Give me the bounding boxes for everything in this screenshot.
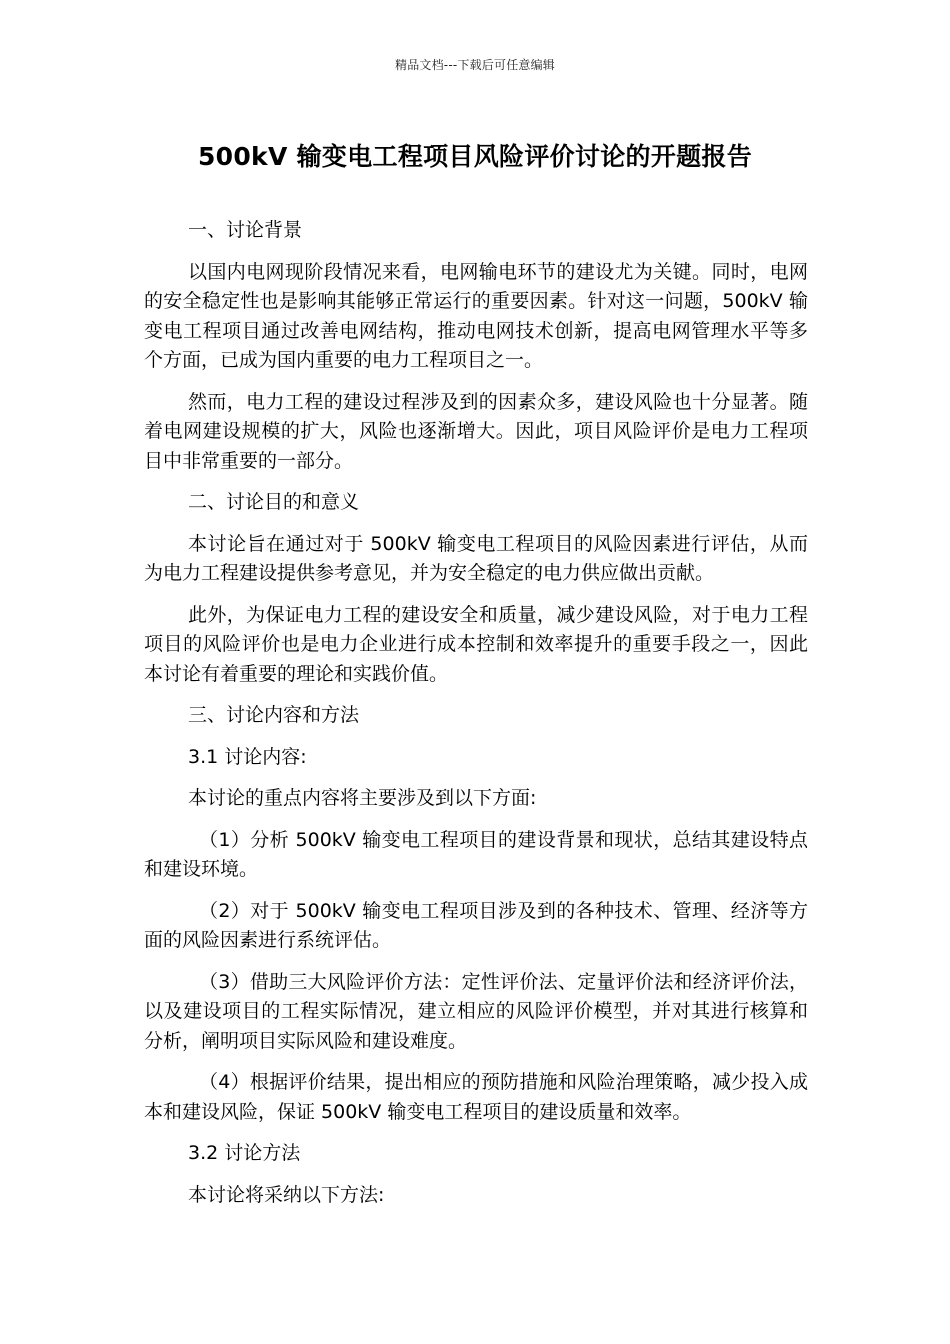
body-paragraph: 本讨论将采纳以下方法: (188, 1183, 385, 1206)
document-title: 500kV 输变电工程项目风险评价讨论的开题报告 (197, 142, 753, 171)
subsection-heading: 3.1 讨论内容: (188, 745, 307, 768)
body-paragraph: 此外，为保证电力工程的建设安全和质量，减少建设风险，对于电力工程项目的风险评价也是电力企业进行成本控制和效率提升的重要手段之一，因此本讨论有着重要的理论和实践价值。 (144, 603, 808, 685)
list-item: （1）分析 500kV 输变电工程项目的建设背景和现状，总结其建设特点和建设环境。 (144, 828, 808, 880)
list-item: （4）根据评价结果，提出相应的预防措施和风险治理策略，减少投入成本和建设风险，保证 500kV 输变电工程项目的建设质量和效率。 (144, 1071, 808, 1123)
section-heading: 三、讨论内容和方法 (188, 704, 360, 726)
body-paragraph: 以国内电网现阶段情况来看，电网输电环节的建设尤为关键。同时，电网的安全稳定性也是影响其能够正常运行的重要因素。针对这一问题，500kV 输变电工程项目通过改善电网结构，推动电网技术创新，提高电网管理水平等多个方面，已成为国内重要的电力工程项目之一。 (144, 260, 808, 371)
section-heading: 一、讨论背景 (188, 219, 303, 241)
document-body (144, 216, 808, 1222)
list-item: （3）借助三大风险评价方法：定性评价法、定量评价法和经济评价法，以及建设项目的工程实际情况，建立相应的风险评价模型，并对其进行核算和分析，阐明项目实际风险和建设难度。 (144, 970, 808, 1052)
body-paragraph: 本讨论的重点内容将主要涉及到以下方面: (188, 787, 537, 809)
list-item: （2）对于 500kV 输变电工程项目涉及到的各种技术、管理、经济等方面的风险因素进行系统评估。 (144, 899, 808, 951)
body-paragraph: 本讨论旨在通过对于 500kV 输变电工程项目的风险因素进行评估，从而为电力工程建设提供参考意见，并为安全稳定的电力供应做出贡献。 (144, 532, 808, 584)
body-paragraph: 然而，电力工程的建设过程涉及到的因素众多，建设风险也十分显著。随着电网建设规模的扩大，风险也逐渐增大。因此，项目风险评价是电力工程项目中非常重要的一部分。 (144, 390, 808, 472)
header-note: 精品文档---下载后可任意编辑 (395, 58, 555, 72)
section-heading: 二、讨论目的和意义 (188, 491, 360, 513)
subsection-heading: 3.2 讨论方法 (188, 1142, 301, 1164)
